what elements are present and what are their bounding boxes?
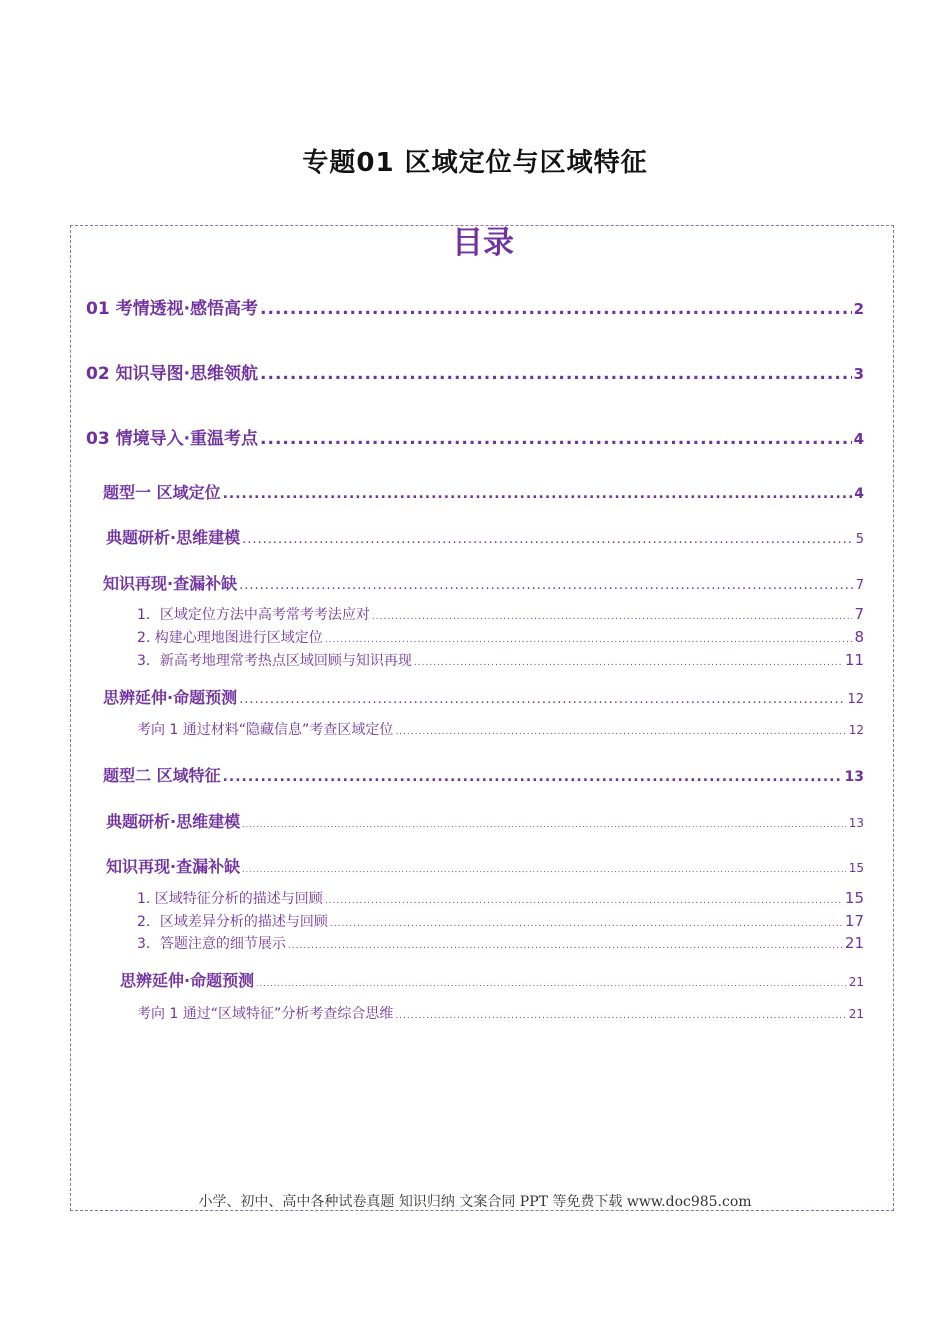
toc-entry-type1-predict[interactable] [103,685,864,708]
dot-leader [372,612,853,622]
dot-leader [223,769,843,785]
toc-entry-type1-knowledge[interactable] [103,571,864,594]
toc-page-number: 21 [844,934,864,952]
toc-entry-label: 典题研析·思维建模 [106,812,241,831]
toc-entry-label: 3．答题注意的细节展示 [137,936,286,952]
toc-entry-label: 考向 1 通过“区域特征”分析考查综合思维 [137,1006,394,1022]
toc-page-number: 17 [844,912,864,930]
toc-entry-label: 1. 区域特征分析的描述与回顾 [137,891,323,907]
toc-entry-label: 02 知识导图·思维领航 [86,364,259,384]
toc-entry-label: 考向 1 通过材料“隐藏信息”考查区域定位 [137,722,394,738]
toc-entry-label: 1．区域定位方法中高考常考考法应对 [137,607,370,623]
dot-leader [325,896,843,906]
toc-page-number: 2 [853,300,864,318]
toc-entry-type1-k2[interactable] [137,627,864,647]
dot-leader [242,532,854,547]
dot-leader [288,941,843,951]
toc-entry-03[interactable] [86,424,864,449]
toc-page-number: 12 [847,692,864,707]
toc-page-number: 5 [855,532,864,547]
toc-entry-type2-knowledge[interactable] [106,854,864,877]
toc-entry-type2-direction[interactable] [137,1003,864,1023]
toc-entry-label: 思辨延伸·命题预测 [120,971,255,990]
toc-page-number: 4 [854,486,864,502]
dot-leader [330,919,843,929]
toc-page-number: 4 [853,430,864,448]
dot-leader [256,979,847,988]
toc-page-number: 12 [848,723,864,737]
toc-page-number: 21 [848,1007,864,1021]
toc-entry-label: 2. 构建心理地图进行区域定位 [137,630,323,646]
toc-entry-type1-k3[interactable] [137,650,864,670]
dot-leader [395,727,846,737]
dot-leader [414,658,843,668]
toc-entry-type1[interactable] [103,480,864,503]
toc-entry-label: 知识再现·查漏补缺 [103,574,238,593]
dot-leader [242,865,847,874]
toc-page-number: 7 [855,578,864,593]
toc-entry-type2-k3[interactable] [137,933,864,953]
dot-leader [260,364,852,384]
toc-entry-type2[interactable] [103,763,864,786]
dot-leader [242,820,847,829]
toc-entry-type2-predict[interactable] [120,968,864,991]
toc-entry-label: 03 情境导入·重温考点 [86,429,259,449]
dot-leader [325,635,853,645]
toc-page-number: 8 [854,628,864,646]
dot-leader [260,299,852,319]
toc-entry-label: 题型一 区域定位 [103,483,221,502]
dot-leader [239,578,854,593]
toc-entry-label: 思辨延伸·命题预测 [103,688,238,707]
toc-entry-02[interactable] [86,359,864,384]
toc-entry-type2-k2[interactable] [137,911,864,931]
toc-page-number: 21 [848,975,864,989]
toc-entry-type1-analysis[interactable] [106,525,864,548]
toc-entry-label: 题型二 区域特征 [103,766,221,785]
toc-entry-type1-direction[interactable] [137,719,864,739]
toc-page-number: 15 [848,861,864,875]
dot-leader [395,1011,846,1021]
footer-text: 小学、初中、高中各种试卷真题 知识归纳 文案合同 PPT 等免费下载 www.doc985.com [198,1194,752,1210]
dot-leader [223,486,853,502]
toc-entry-label: 01 考情透视·感悟高考 [86,299,259,319]
page-title: 专题01 区域定位与区域特征 [302,148,648,178]
dot-leader [260,429,852,449]
toc-entry-01[interactable] [86,294,864,319]
toc-entry-label: 3．新高考地理常考热点区域回顾与知识再现 [137,653,412,669]
toc-page-number: 13 [844,769,864,785]
toc-entry-label: 2．区域差异分析的描述与回顾 [137,914,328,930]
toc-page-number: 13 [848,816,864,830]
toc-entry-type2-analysis[interactable] [106,809,864,832]
toc-page-number: 11 [844,651,864,669]
toc-page-number: 15 [844,889,864,907]
dot-leader [239,692,845,707]
toc-page-number: 3 [853,365,864,383]
toc-entry-type1-k1[interactable] [137,604,864,624]
toc-entry-label: 知识再现·查漏补缺 [106,857,241,876]
toc-page-number: 7 [854,605,864,623]
toc-heading: 目录 [452,225,514,261]
toc-entry-type2-k1[interactable] [137,888,864,908]
toc-entry-label: 典题研析·思维建模 [106,528,241,547]
